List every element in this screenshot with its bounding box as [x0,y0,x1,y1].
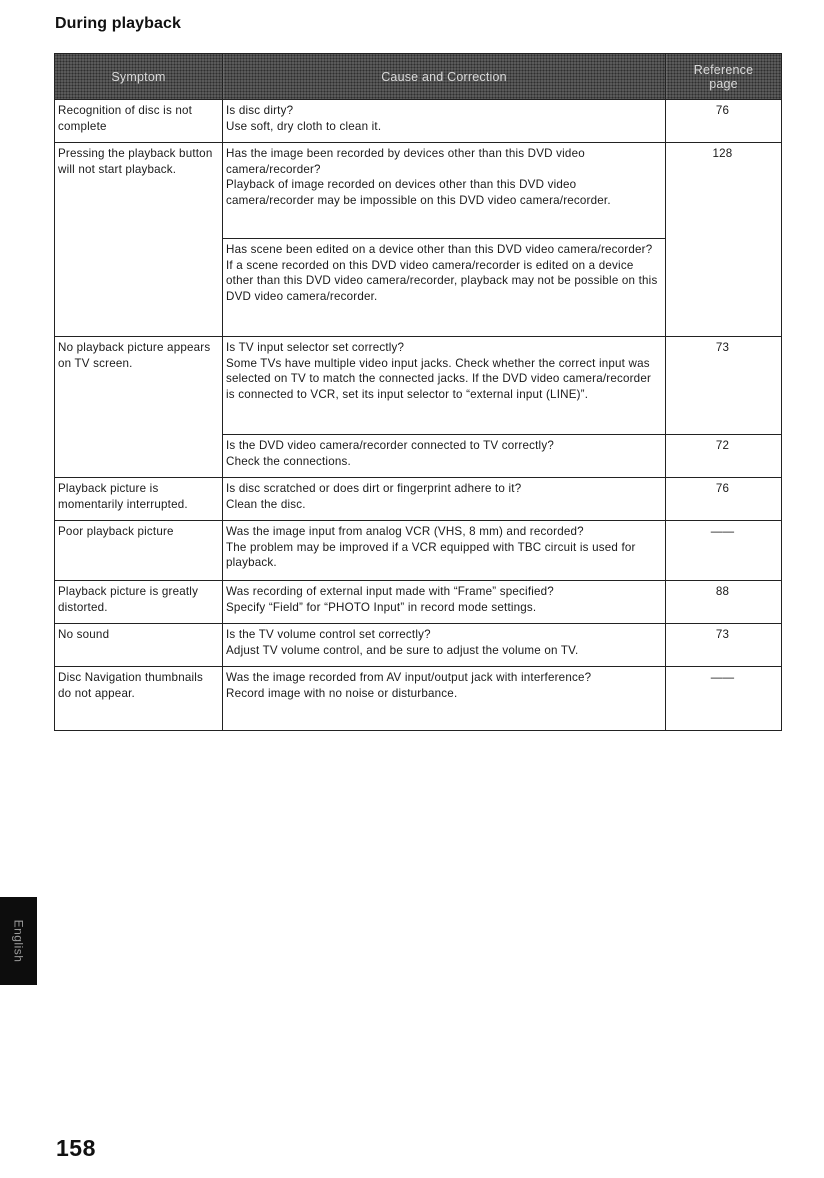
table-row [55,624,782,667]
reference-page-cell: 73 [666,624,782,667]
header-reference-page [666,54,782,100]
reference-page-cell: 76 [666,100,782,143]
cause-cell [223,581,666,624]
table-header-row [55,54,782,100]
cause-cell [223,624,666,667]
reference-page-cell: 72 [666,435,782,478]
table-row [55,143,782,239]
symptom-cell: Playback picture is momentarily interrupted. [55,478,223,521]
cause-correction: If a scene recorded on this DVD video camera/recorder is edited on a device other than this DVD video camera/recorder, playback may not be possible on this DVD video camera/recorder. [226,258,658,303]
reference-page-cell: 73 [666,337,782,435]
cause-cell [223,521,666,581]
cause-cell [223,100,666,143]
symptom-cell: Poor playback picture [55,521,223,581]
cause-correction: Some TVs have multiple video input jacks. Check whether the correct input was selected on TV to match the connected jacks. If the DVD video camera/recorder is connected to VCR, set its input selector to “external input (LINE)”. [226,356,652,401]
reference-page-cell: —— [666,667,782,731]
header-cause-correction: Cause and Correction [223,54,666,100]
symptom-cell: Playback picture is greatly distorted. [55,581,223,624]
cause-correction: Use soft, dry cloth to clean it. [226,119,382,133]
table-row [55,581,782,624]
cause-correction: Specify “Field” for “PHOTO Input” in record mode settings. [226,600,537,614]
header-reference-page-line1: Reference [693,62,754,77]
cause-question: Is TV input selector set correctly? [226,341,405,354]
table-row [55,100,782,143]
cause-question: Is disc dirty? [226,104,294,117]
table-row [55,337,782,435]
cause-correction: Playback of image recorded on devices other than this DVD video camera/recorder may be impossible on this DVD video camera/recorder. [226,178,611,207]
cause-cell [223,667,666,731]
cause-correction: Check the connections. [226,454,351,468]
cause-correction: Clean the disc. [226,497,306,511]
cause-cell [223,143,666,239]
cause-question: Is disc scratched or does dirt or fingerprint adhere to it? [226,482,522,495]
cause-question: Has the image been recorded by devices other than this DVD video camera/recorder? [226,147,585,176]
cause-cell [223,239,666,337]
header-symptom: Symptom [55,54,223,100]
cause-cell [223,478,666,521]
header-reference-page-line2: page [709,76,738,91]
cause-question: Was recording of external input made with “Frame” specified? [226,585,554,598]
cause-cell [223,435,666,478]
cause-correction: Record image with no noise or disturbance. [226,686,458,700]
symptom-cell: Pressing the playback button will not start playback. [55,143,223,337]
language-side-tab-label: English [11,919,26,963]
table-row [55,521,782,581]
cause-question: Was the image input from analog VCR (VHS, 8 mm) and recorded? [226,525,584,538]
symptom-cell: No playback picture appears on TV screen. [55,337,223,478]
symptom-cell: Recognition of disc is not complete [55,100,223,143]
symptom-cell: No sound [55,624,223,667]
cause-cell [223,337,666,435]
cause-question: Has scene been edited on a device other than this DVD video camera/recorder? [226,243,653,256]
reference-page-cell: —— [666,521,782,581]
cause-question: Is the DVD video camera/recorder connected to TV correctly? [226,439,554,452]
troubleshooting-table [54,53,782,731]
table-row [55,667,782,731]
reference-page-cell: 76 [666,478,782,521]
cause-correction: Adjust TV volume control, and be sure to adjust the volume on TV. [226,643,579,657]
reference-page-cell: 128 [666,143,782,337]
language-side-tab [0,897,37,985]
table-row [55,478,782,521]
cause-question: Was the image recorded from AV input/output jack with interference? [226,671,592,684]
reference-page-cell: 88 [666,581,782,624]
section-title: During playback [55,15,181,32]
symptom-cell: Disc Navigation thumbnails do not appear. [55,667,223,731]
page-number: 158 [56,1135,96,1161]
cause-correction: The problem may be improved if a VCR equipped with TBC circuit is used for playback. [226,540,636,569]
cause-question: Is the TV volume control set correctly? [226,628,431,641]
